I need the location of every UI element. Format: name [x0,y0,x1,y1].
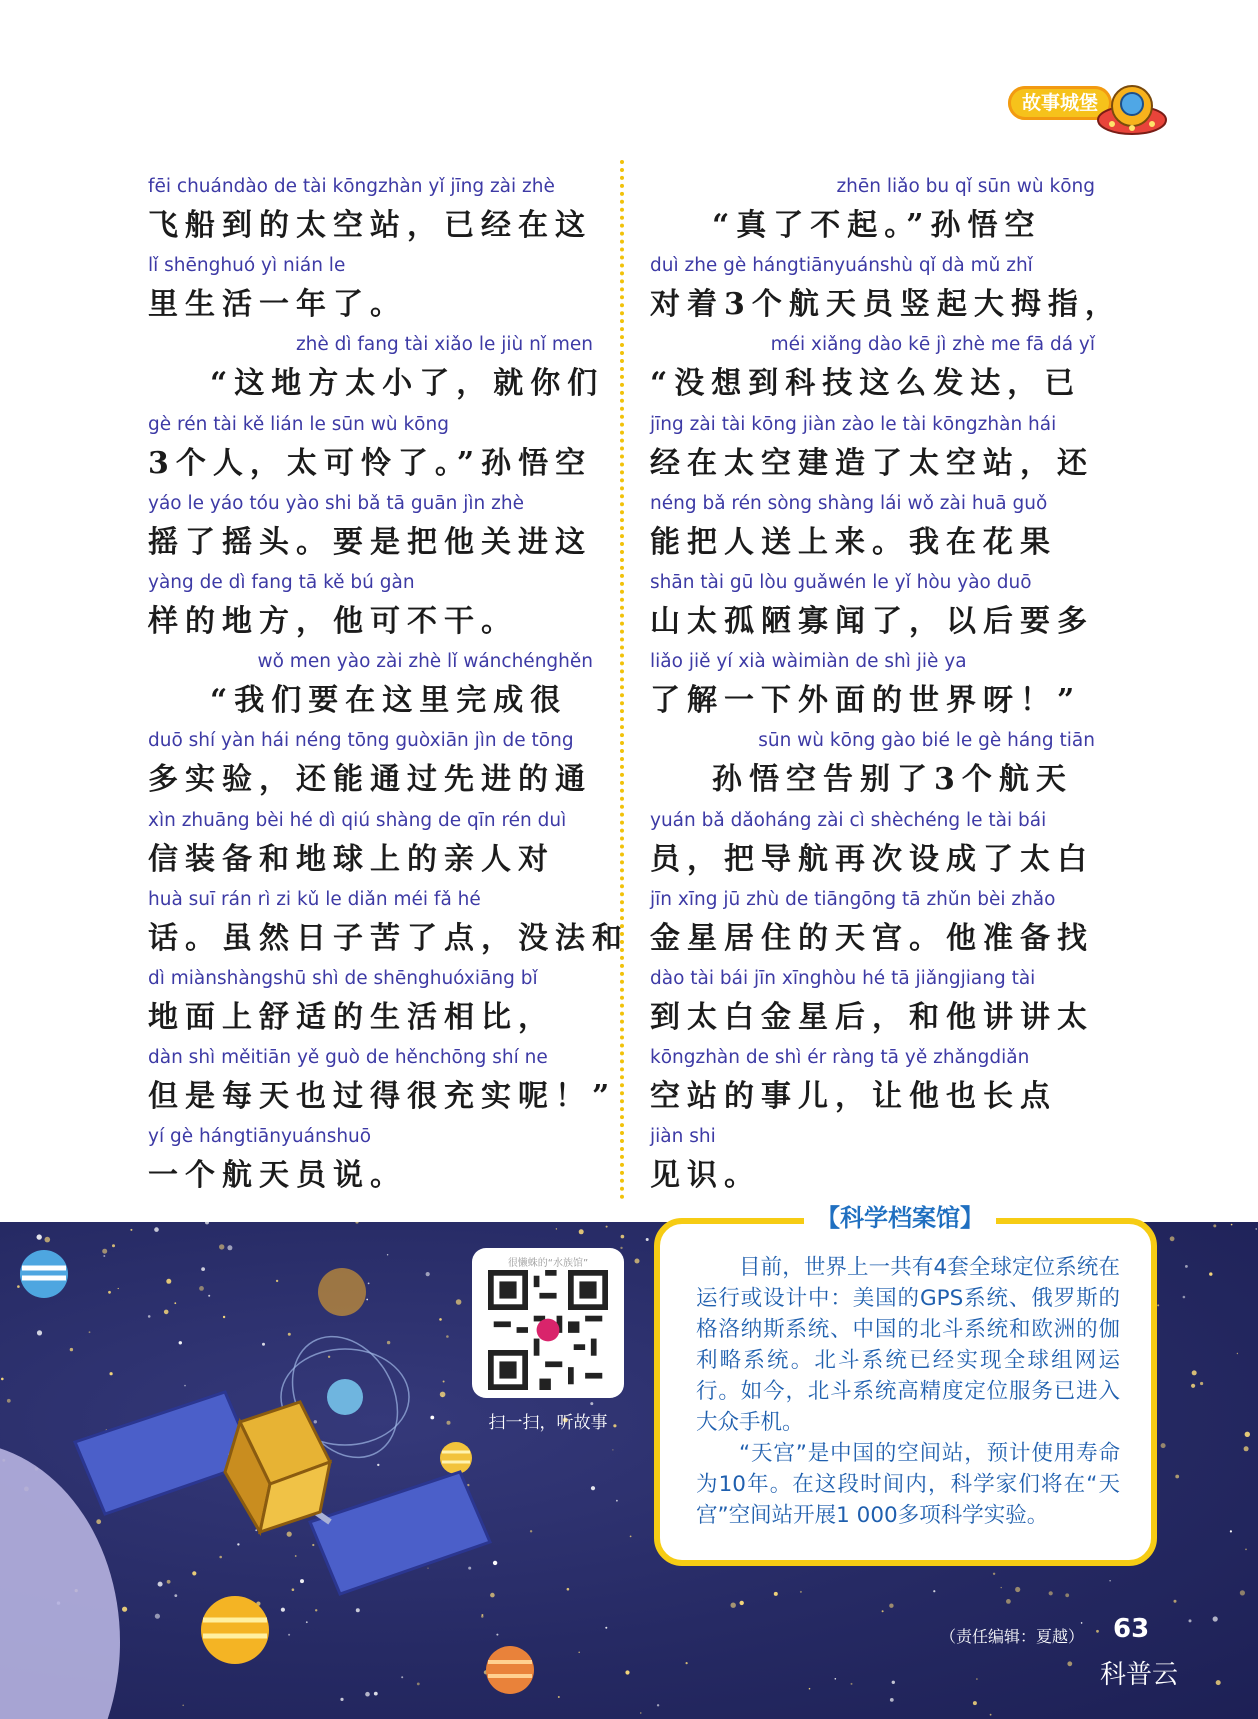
star [620,1247,622,1249]
text-line [148,489,593,568]
qr-pattern [488,1270,608,1390]
star [227,1245,232,1250]
star [184,1385,186,1387]
star [1157,1304,1159,1306]
text-line [650,647,1095,726]
satellite-icon [75,1392,490,1594]
star [112,1244,115,1247]
star [800,1591,802,1593]
hanzi-line: 话。虽然日子苦了点，没法和 [148,920,629,956]
star [70,1348,73,1351]
star [118,1288,119,1289]
text-line [650,885,1095,964]
star [439,1318,442,1321]
science-box-title: 【科学档案馆】 [804,1198,996,1238]
star [1213,1224,1216,1227]
star [889,1604,893,1608]
left-text-column [148,172,629,1201]
star [158,1582,163,1587]
star [328,1356,330,1358]
star [976,1678,978,1680]
hanzi-line: 一个航天员说。 [148,1158,407,1194]
hanzi-line: 摇了摇头。要是把他关进这 [148,524,592,560]
star [1244,1446,1249,1451]
star [851,1683,853,1685]
pinyin-line: zhēn liǎo bu qǐ sūn wù kōng [836,176,1095,197]
star [612,1449,613,1450]
star [1174,1600,1177,1603]
pinyin-line: jīn xīng jū zhù de tiāngōng tā zhǔn bèi zhǎo [650,888,1056,910]
star [17,1285,20,1288]
star [456,1299,462,1305]
pinyin-line: néng bǎ rén sòng shàng lái wǒ zài huā guǒ [650,492,1048,514]
star [731,1603,736,1608]
star [490,1593,495,1598]
star [96,1519,101,1524]
star [288,1634,290,1636]
star [1175,1475,1179,1479]
star [1109,1580,1110,1581]
star [481,1614,483,1616]
star [312,1544,314,1546]
star [130,1229,132,1231]
star [1216,1680,1221,1685]
science-box-body [696,1252,1120,1531]
star [223,1316,225,1318]
star [292,1588,295,1591]
star [102,1249,107,1254]
star [1189,1619,1192,1622]
text-line [148,964,593,1043]
star [468,1567,471,1570]
star [625,1670,629,1674]
text-line [650,1043,1095,1122]
hanzi-line: 多实验，还能通过先进的通 [148,762,592,798]
star [192,1571,196,1575]
star [167,1580,171,1584]
star [7,1399,11,1403]
star [1049,1591,1053,1595]
star [366,1299,368,1301]
text-line [650,251,1122,330]
star [579,1229,584,1234]
star [616,1500,618,1502]
text-line [650,806,1095,885]
hanzi-line: 3个人，太可怜了。”孙悟空 [148,445,593,481]
pinyin-line: xìn zhuāng bèi hé dì qiú shàng de qīn rén duì [148,809,567,831]
star [417,1683,420,1686]
hanzi-line: 山太孤陋寡闻了，以后要多 [650,603,1094,639]
star [387,1341,390,1344]
star [179,1341,182,1344]
pinyin-line: yáo le yáo tóu yào shi bǎ tā guān jìn zhè [148,492,524,514]
star [890,1698,894,1702]
hanzi-line: 里生活一年了。 [148,287,407,323]
text-line [148,172,593,251]
star [430,1416,434,1420]
science-paragraph: “天宫”是中国的空间站，预计使用寿命为10年。在这段时间内，科学家们将在“天宫”空间站开展1 000多项科学实验。 [696,1441,1120,1528]
star [1001,1587,1002,1588]
star [166,1279,171,1284]
hanzi-line: 经在太空建造了太空站，还 [650,445,1094,481]
star [1200,1382,1203,1385]
star [1065,1593,1069,1597]
text-line [148,1122,593,1201]
star [740,1601,744,1605]
text-line [148,568,593,647]
star [37,1330,42,1335]
star [1183,1296,1186,1299]
star [990,1714,992,1716]
text-line [148,1043,617,1122]
qr-code[interactable] [472,1248,624,1398]
star [377,1464,379,1466]
hanzi-line: 员，把导航再次设成了太白 [650,841,1094,877]
star [1,1378,4,1381]
star [1209,1272,1212,1275]
pinyin-line: huà suī rán rì zi kǔ le diǎn méi fǎ hé [148,888,481,910]
star [605,1627,607,1629]
star [993,1573,995,1575]
editor-credit: （责任编辑：夏越） [940,1627,1085,1646]
star [174,1302,176,1304]
hanzi-line: 孙悟空告别了3个航天 [712,762,1073,798]
star [556,1228,557,1229]
star [591,1486,595,1490]
pinyin-line: méi xiǎng dào kē jì zhè me fā dá yǐ [770,334,1095,356]
column-divider [620,160,624,1200]
star [1230,1530,1232,1532]
pinyin-line: dì miànshàngshū shì de shēnghuóxiāng bǐ [148,967,538,989]
qr-caption: 扫一扫，听故事 [488,1413,608,1433]
star [164,1310,169,1315]
pinyin-line: yàng de dì fang tā kě bú gàn [148,571,415,593]
star [37,1234,42,1239]
star [300,1579,304,1583]
pinyin-line: shān tài gū lòu guǎwén le yǐ hòu yào duō [650,571,1032,593]
star [1170,1236,1175,1241]
text-line [148,410,593,489]
star [567,1588,570,1591]
star [578,1652,580,1654]
text-line [650,1122,1095,1201]
hanzi-line: 飞船到的太空站，已经在这 [148,208,592,243]
star [1096,1630,1099,1633]
hanzi-line: 但是每天也过得很充实呢！” [148,1079,617,1115]
star [933,1590,935,1592]
pinyin-line: liǎo jiě yí xià wàimiàn de shì jiè ya [650,651,967,673]
star [590,1402,593,1405]
hanzi-line: 见识。 [650,1158,761,1194]
star [446,1335,449,1338]
star [621,1235,625,1239]
star [89,1331,91,1333]
star [1185,1265,1188,1268]
text-line [650,489,1095,568]
pinyin-line: dàn shì měitiān yě guò de hěnchōng shí ne [148,1047,548,1069]
star [686,1662,688,1664]
star [1237,1353,1238,1354]
text-line [650,726,1095,805]
star [1256,1228,1257,1229]
text-line [148,330,605,409]
star [315,1609,317,1611]
star [182,1705,184,1707]
text-line [148,726,593,805]
star [640,1712,641,1713]
star [387,1254,388,1255]
star [219,1244,224,1249]
star [1161,1443,1166,1448]
star [1191,1384,1195,1388]
text-line [148,251,593,330]
star [365,1692,370,1697]
pinyin-line: fēi chuándào de tài kōngzhàn yǐ jīng zài zhè [148,176,555,197]
star [155,1614,160,1619]
hanzi-line: 空站的事儿，让他也长点 [650,1079,1057,1115]
star [287,1532,292,1537]
star [314,1420,317,1423]
star [809,1688,811,1690]
star [374,1692,378,1696]
star [288,1333,291,1336]
star [1213,1616,1218,1621]
hanzi-line: “没想到科技这么发达，已 [650,366,1082,402]
star [443,1381,445,1383]
star [1231,1224,1233,1226]
star [657,1704,659,1706]
star [646,1238,649,1241]
page-number: 63 [1113,1614,1150,1644]
text-line [148,885,629,964]
star [306,1621,308,1623]
hanzi-line: 信装备和地球上的亲人对 [148,841,555,877]
star [103,1255,105,1257]
star [635,1259,640,1264]
star [199,1286,204,1291]
star [973,1701,977,1705]
star [530,1530,532,1532]
star [205,1222,209,1224]
star [447,1421,451,1425]
pinyin-line: jīng zài tài kōng jiàn zào le tài kōngzhàn hái [650,413,1057,435]
pinyin-line: lǐ shēnghuó yì nián le [148,255,346,277]
pinyin-line: dào tài bái jīn xīnghòu hé tā jiǎngjiang tài [650,967,1036,989]
star [108,1291,111,1294]
star [835,1678,837,1680]
star [1245,1432,1250,1437]
star [882,1610,884,1612]
pinyin-line: zhè dì fang tài xiǎo le jiù nǐ men [295,334,593,356]
star [774,1592,778,1596]
star [340,1698,343,1701]
pinyin-line: duì zhe gè hángtiānyuánshù qǐ dà mǔ zhǐ [650,255,1033,277]
star [295,1555,297,1557]
hanzi-line: “这地方太小了，就你们 [210,366,605,402]
star [281,1608,285,1612]
hanzi-line: “真了不起。”孙悟空 [712,208,1042,243]
hanzi-line: 对着3个航天员竖起大拇指， [650,287,1122,323]
hanzi-line: 能把人送上来。我在花果 [650,524,1057,560]
star [355,1222,358,1224]
publisher-logo: 科普云 [1100,1660,1179,1690]
star [262,1343,265,1346]
right-text-column [650,172,1122,1201]
star [110,1372,113,1375]
star [201,1267,205,1271]
text-line [148,806,593,885]
star [630,1536,632,1538]
pinyin-line: duō shí yàn hái néng tōng guòxiān jìn de tōng [148,730,574,752]
star [1192,1370,1197,1375]
star [426,1272,430,1276]
science-paragraph: 目前，世界上一共有4套全球定位系统在运行或设计中：美国的GPS系统、俄罗斯的格洛纳斯系统、中国的北斗系统和欧洲的伽利略系统。北斗系统已经实现全球组网运行。如今，北斗系统高精度定位服务已进入大众手机。 [696,1255,1120,1435]
star [356,1608,360,1612]
hanzi-line: 金星居住的天宫。他准备找 [650,920,1094,956]
star [237,1543,239,1545]
star [606,1226,608,1228]
text-line [650,330,1095,409]
hanzi-line: “我们要在这里完成很 [210,683,568,719]
star [368,1283,370,1285]
pinyin-line: gè rén tài kě lián le sūn wù kōng [148,413,449,435]
text-line [148,647,593,726]
star [493,1561,497,1565]
star [558,1696,560,1698]
star [174,1594,177,1597]
star [276,1280,278,1282]
star [255,1529,257,1531]
star [1240,1590,1245,1595]
star [219,1556,222,1559]
ufo-icon [1096,74,1168,146]
hanzi-line: 地面上舒适的生活相比， [148,999,555,1035]
pinyin-line: sūn wù kōng gào bié le gè háng tiān [758,730,1095,752]
star [1067,1661,1072,1666]
hanzi-line: 样的地方，他可不干。 [148,603,518,639]
star [122,1607,127,1612]
text-line [650,172,1095,251]
star [1015,1587,1020,1592]
qr-top-label: 很懒蛛的“水族馆” [507,1258,589,1269]
star [892,1681,895,1684]
star [496,1634,498,1636]
star [45,1237,51,1243]
pinyin-line: jiàn shi [650,1126,716,1148]
pinyin-line: yí gè hángtiānyuánshuō [148,1126,372,1148]
text-line [650,410,1095,489]
star [148,1315,151,1318]
star [154,1227,159,1232]
star [442,1395,444,1397]
pinyin-line: wǒ men yào zài zhè lǐ wánchénghěn [257,651,593,673]
section-badge: 故事城堡 [1008,86,1112,120]
star [427,1568,428,1569]
pinyin-line: yuán bǎ dǎoháng zài cì shèchéng le tài bái [650,809,1047,831]
text-line [650,568,1095,647]
pinyin-line: kōngzhàn de shì ér ràng tā yě zhǎngdiǎn [650,1047,1030,1069]
star [208,1295,210,1297]
text-line [650,964,1095,1043]
hanzi-line: 到太白金星后，和他讲讲太 [650,999,1094,1035]
star [1245,1549,1247,1551]
hanzi-line: 了解一下外面的世界呀！” [650,683,1082,719]
star [401,1676,403,1678]
star [1006,1599,1011,1604]
